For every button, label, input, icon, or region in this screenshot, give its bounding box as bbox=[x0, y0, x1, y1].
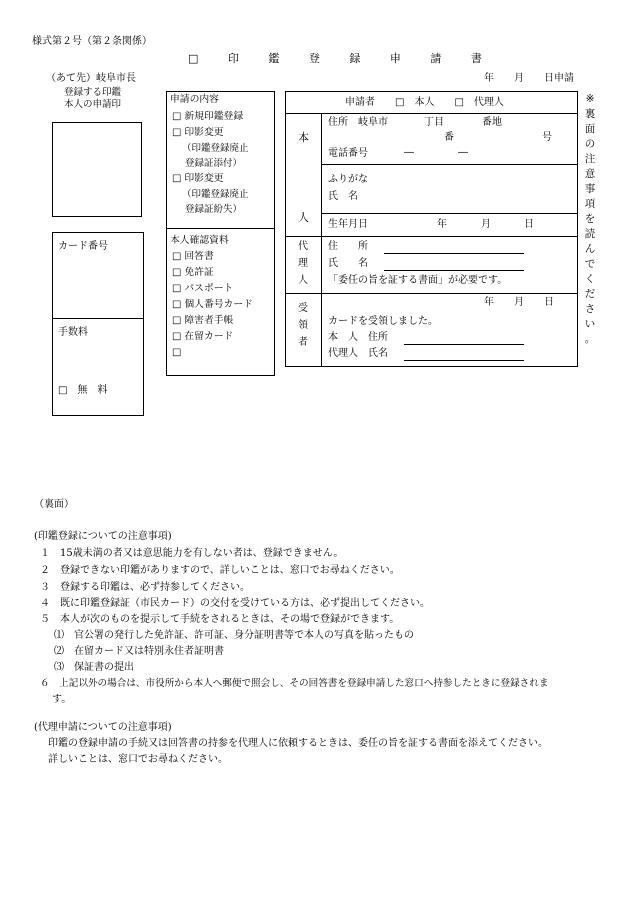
receipt-date[interactable]: 年 月 日 bbox=[484, 297, 554, 308]
receiver-side-label-1: 受 bbox=[298, 303, 308, 314]
application-date[interactable]: 年 月 日申請 bbox=[484, 73, 574, 84]
chome-label: 丁目 bbox=[424, 117, 444, 128]
card-number-label: カード番号 bbox=[58, 241, 108, 252]
phone-dash-2: ― bbox=[458, 147, 468, 158]
application-divider bbox=[166, 228, 275, 229]
seal-note-2: ２ 登録できない印鑑がありますので、詳しいことは、窓口でお尋ねください。 bbox=[40, 565, 400, 576]
identity-docs-heading: 本人確認資料 bbox=[170, 235, 229, 246]
seal-note-3: ３ 登録する印鑑は、必ず持参してください。 bbox=[40, 582, 250, 593]
seal-note-6-cont: す。 bbox=[52, 694, 72, 705]
receiver-agent-name-field[interactable] bbox=[404, 360, 524, 361]
form-number: 様式第２号（第２条関係） bbox=[32, 36, 152, 47]
receiver-side-label-3: 者 bbox=[298, 337, 308, 348]
seal-note-5-2: ⑵ 在留カード又は特別永住者証明書 bbox=[54, 646, 224, 657]
residence-card-checkbox[interactable]: □ 在留カード bbox=[172, 331, 234, 342]
seal-change-checkbox[interactable]: □ 印影変更 bbox=[172, 127, 224, 138]
agent-note: 「委任の旨を証する書面」が必要です。 bbox=[328, 275, 508, 286]
license-checkbox[interactable]: □ 免許証 bbox=[172, 267, 214, 278]
applicant-header-divider bbox=[285, 113, 578, 114]
seal-label-line1: 登録する印鑑 bbox=[64, 87, 122, 98]
card-fee-divider bbox=[52, 318, 144, 319]
phone-dash-1: ― bbox=[404, 147, 414, 158]
principal-agent-divider bbox=[285, 236, 578, 237]
name-label: 氏 名 bbox=[328, 191, 358, 202]
new-registration-checkbox[interactable]: □ 新規印鑑登録 bbox=[172, 111, 244, 122]
address-label: 住所 岐阜市 bbox=[328, 117, 388, 128]
phone-divider bbox=[321, 164, 578, 165]
mynumber-card-checkbox[interactable]: □ 個人番号カード bbox=[172, 299, 253, 310]
agent-side-label-2: 理 bbox=[298, 258, 308, 269]
side-label-column-divider bbox=[321, 113, 322, 367]
seal-impression-box[interactable] bbox=[52, 122, 142, 217]
seal-change-lost-checkbox[interactable]: □ 印影変更 bbox=[172, 173, 224, 184]
side-note-vertical: ※ 裏 面 の 注 意 事 項 を 読 ん で く だ さ い 。 bbox=[584, 93, 596, 345]
application-heading: 申請の内容 bbox=[170, 94, 219, 105]
furigana-label: ふりがな bbox=[328, 174, 368, 185]
principal-side-label-top: 本 bbox=[298, 131, 309, 144]
seal-change-lost-note-1: （印鑑登録廃止 bbox=[182, 189, 249, 200]
receiver-principal-address-field[interactable] bbox=[404, 344, 524, 345]
receiver-agent-name-label: 代理人 氏名 bbox=[328, 348, 388, 359]
document-title: □ 印 鑑 登 録 申 請 書 bbox=[188, 52, 495, 65]
agent-receiver-divider bbox=[285, 293, 578, 294]
received-text: カードを受領しました。 bbox=[328, 316, 438, 327]
seal-notes-heading: (印鑑登録についての注意事項) bbox=[34, 531, 172, 542]
addressee: （あて先）岐阜市長 bbox=[46, 73, 136, 84]
answer-form-checkbox[interactable]: □ 回答書 bbox=[172, 251, 214, 262]
agent-side-label-1: 代 bbox=[298, 241, 308, 252]
go-label: 号 bbox=[542, 132, 552, 143]
seal-note-5: ５ 本人が次のものを提示して手続をされるときは、その場で登録ができます。 bbox=[40, 614, 400, 625]
agent-name-field[interactable] bbox=[384, 270, 524, 271]
fee-free-checkbox[interactable]: □ 無 料 bbox=[58, 385, 108, 396]
agent-name-label: 氏 名 bbox=[328, 258, 368, 269]
back-title: （裏面） bbox=[34, 499, 74, 510]
birth-month-label: 月 bbox=[481, 219, 491, 230]
agent-side-label-3: 人 bbox=[298, 275, 308, 286]
receiver-side-label-2: 領 bbox=[298, 320, 308, 331]
receiver-principal-address-label: 本 人 住所 bbox=[328, 332, 388, 343]
principal-side-label-bottom: 人 bbox=[298, 211, 309, 224]
birth-year-label: 年 bbox=[437, 219, 447, 230]
banchi-label: 番地 bbox=[482, 117, 502, 128]
agent-note-2: 詳しいことは、窓口でお尋ねください。 bbox=[48, 754, 228, 765]
agent-note-1: 印鑑の登録申請の手続又は回答書の持参を代理人に依頼するときは、委任の旨を証する書面を添えてください。 bbox=[48, 738, 548, 749]
disability-card-checkbox[interactable]: □ 障害者手帳 bbox=[172, 315, 234, 326]
applicant-type-header[interactable]: 申請者 □ 本人 □ 代理人 bbox=[345, 97, 504, 108]
seal-note-1: １ 15歳未満の者又は意思能力を有しない者は、登録できません。 bbox=[40, 548, 344, 559]
ban-label: 番 bbox=[444, 132, 454, 143]
fee-label: 手数料 bbox=[58, 327, 88, 338]
agent-address-label: 住 所 bbox=[328, 241, 368, 252]
phone-label: 電話番号 bbox=[328, 148, 368, 159]
agent-address-field[interactable] bbox=[384, 253, 524, 254]
other-doc-checkbox[interactable]: □ bbox=[172, 347, 182, 358]
agent-notes-heading: (代理申請についての注意事項) bbox=[34, 722, 172, 733]
birthdate-label: 生年月日 bbox=[328, 219, 368, 230]
name-divider bbox=[321, 213, 578, 214]
seal-change-note-2: 登録証添付） bbox=[185, 158, 243, 169]
birth-day-label: 日 bbox=[524, 219, 534, 230]
seal-change-note-1: （印鑑登録廃止 bbox=[182, 143, 249, 154]
seal-label-line2: 本人の申請印 bbox=[64, 99, 122, 110]
seal-note-4: ４ 既に印鑑登録証（市民カード）の交付を受けている方は、必ず提出してください。 bbox=[40, 598, 430, 609]
seal-note-6: ６ 上記以外の場合は、市役所から本人へ郵便で照会し、その回答書を登録申請した窓口へ持参したときに登録されま bbox=[40, 678, 549, 689]
seal-note-5-1: ⑴ 官公署の発行した免許証、許可証、身分証明書等で本人の写真を貼ったもの bbox=[54, 630, 414, 641]
seal-change-lost-note-2: 登録証紛失） bbox=[185, 204, 243, 215]
passport-checkbox[interactable]: □ パスポート bbox=[172, 283, 234, 294]
seal-note-5-3: ⑶ 保証書の提出 bbox=[54, 662, 134, 673]
address-input[interactable] bbox=[395, 117, 423, 129]
